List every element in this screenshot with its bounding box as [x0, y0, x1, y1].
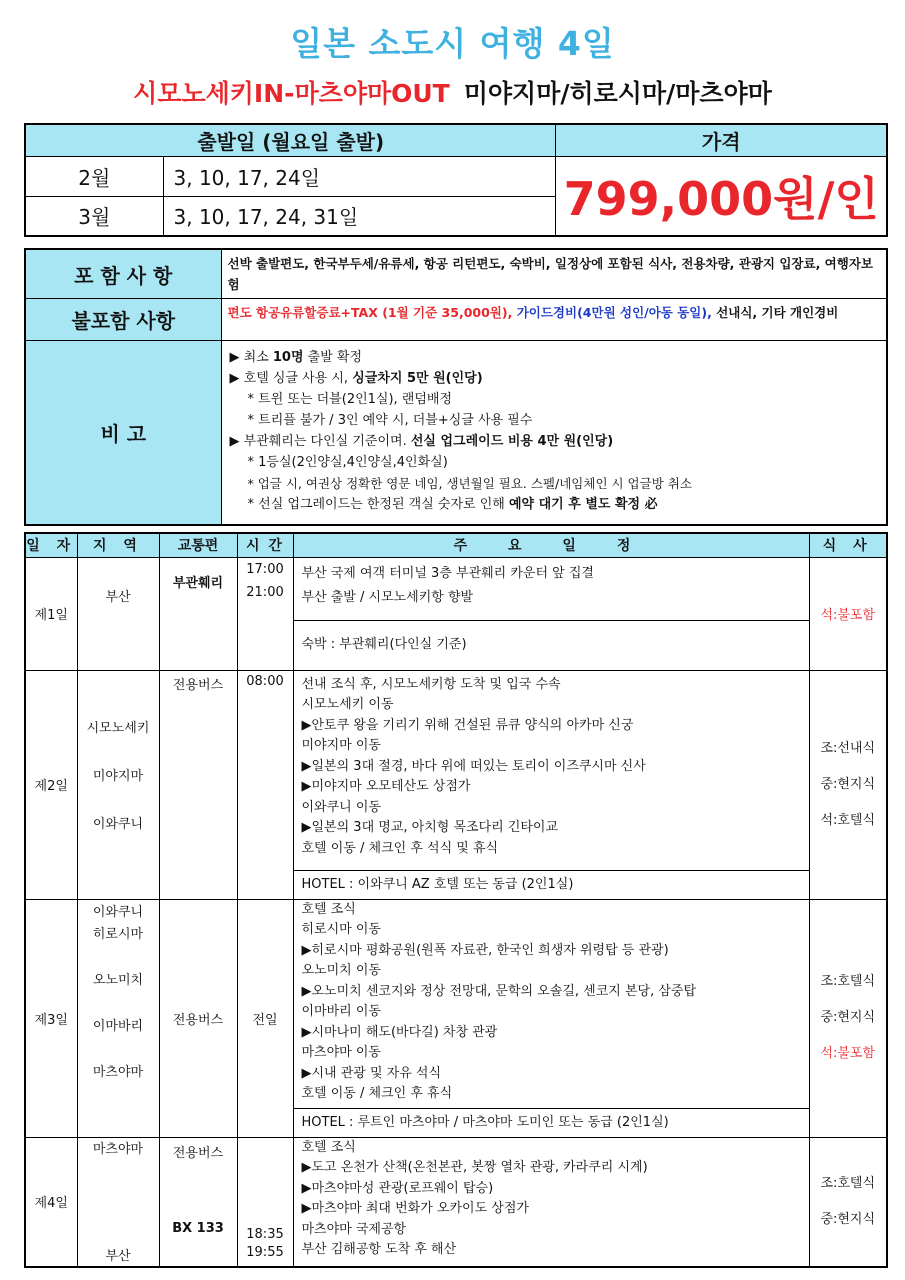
- note-item: ▶ 최소 10명 출발 확정: [229, 350, 363, 365]
- day-times: 17:00 21:00: [237, 557, 293, 670]
- day-transport: 전용버스 BX 133: [159, 1137, 237, 1267]
- day-transport: 전용버스: [159, 670, 237, 899]
- day-meals: 조:호텔식 중:현지식 석:불포함: [809, 899, 887, 1137]
- day-region: 시모노세키 미야지마 이와쿠니: [77, 670, 159, 899]
- day-schedule: 호텔 조식 히로시마 이동 ▶히로시마 평화공원(원폭 자료관, 한국인 희생자 위령탑 등 관광) 오노미치 이동 ▶오노미치 센코지와 정상 전망대, 문학의 오솔길, 센코지 본당, 삼중탑 이마바리 이동 ▶시마나미 해도(바다길) 차창 관광 마츠야마 이동 ▶시내 관광 및 자유 석식 호텔 이동 / 체크인 후 휴식 HOTEL : 루트인 마츠야마 / 마츠야마 도미인 또는 동급 (2인1실): [293, 899, 809, 1137]
- departure-month: 3월: [25, 196, 163, 236]
- departure-header: 출발일 (월요일 출발): [25, 124, 556, 156]
- itinerary-day-row: [25, 670, 887, 899]
- day-region: 이와쿠니 히로시마 오노미치 이마바리 마츠야마: [77, 899, 159, 1137]
- col-header-schedule: 주 요 일 정: [293, 533, 809, 557]
- page-title: 일본 소도시 여행 4일: [290, 24, 615, 63]
- day-transport: 전용버스: [159, 899, 237, 1137]
- note-item: ▶ 호텔 싱글 사용 시, 싱글차지 5만 원(인당): [229, 371, 483, 386]
- included-label: 포 함 사 항: [25, 249, 221, 299]
- col-header-time: 시 간: [237, 533, 293, 557]
- day-schedule: 선내 조식 후, 시모노세키항 도착 및 입국 수속 시모노세키 이동 ▶안토쿠 왕을 기리기 위해 건설된 류큐 양식의 아카마 신궁 미야지마 이동 ▶일본의 3대 절경, 바다 위에 떠있는 토리이 이즈쿠시마 신사 ▶미야지마 오모테산도 상점가 이와쿠니 이동 ▶일본의 3대 명교, 아치형 목조다리 긴타이교 호텔 이동 / 체크인 후 석식 및 휴식 HOTEL : 이와쿠니 AZ 호텔 또는 동급 (2인1실): [293, 670, 809, 899]
- day-label: 제3일: [25, 899, 77, 1137]
- price-header: 가격: [556, 124, 887, 156]
- departure-price-table: [24, 123, 888, 237]
- day-schedule: 부산 국제 여객 터미널 3층 부관훼리 카운터 앞 집결 부산 출발 / 시모노세키항 향발 숙박 : 부관훼리(다인실 기준): [293, 557, 809, 670]
- flight-number: BX 133: [172, 1220, 224, 1236]
- included-text: 선박 출발편도, 한국부두세/유류세, 항공 리턴편도, 숙박비, 일정상에 포함된 식사, 전용차량, 관광지 입장료, 여행자보험: [221, 249, 887, 299]
- notes-label: 비 고: [25, 341, 221, 525]
- subtitle-destinations: 미야지마/히로시마/마츠야마: [463, 79, 772, 108]
- note-item: * 트리플 불가 / 3인 예약 시, 더블+싱글 사용 필수: [247, 413, 533, 428]
- itinerary-header-row: [25, 533, 887, 557]
- day-accommodation: HOTEL : 이와쿠니 AZ 호텔 또는 동급 (2인1실): [294, 870, 809, 899]
- info-table: [24, 248, 888, 526]
- itinerary-day-row: [25, 1137, 887, 1267]
- price-value: 799,000원/인: [556, 156, 887, 236]
- subtitle-route: 시모노세키IN-마츠야마OUT: [133, 79, 450, 108]
- day-times: 전일: [237, 899, 293, 1137]
- note-item: * 선실 업그레이드는 한정된 객실 숫자로 인해 예약 대기 후 별도 확정 必: [247, 497, 658, 512]
- day-label: 제2일: [25, 670, 77, 899]
- day-meals: 석:불포함: [809, 557, 887, 670]
- excluded-other: 선내식, 기타 개인경비: [716, 305, 839, 320]
- excluded-airfare: 편도 항공유류할증료+TAX (1월 기준 35,000원),: [227, 305, 513, 320]
- col-header-meal: 식 사: [809, 533, 887, 557]
- note-item: * 트윈 또는 더블(2인1실), 랜덤배정: [247, 392, 453, 407]
- day-region: 부산: [77, 557, 159, 670]
- day-transport: 부관훼리: [159, 557, 237, 670]
- day-accommodation: HOTEL : 루트인 마츠야마 / 마츠야마 도미인 또는 동급 (2인1실): [294, 1108, 809, 1137]
- note-item: * 1등실(2인양실,4인양실,4인화실): [247, 455, 448, 470]
- itinerary-day-row: [25, 899, 887, 1137]
- day-label: 제4일: [25, 1137, 77, 1267]
- day-meals: 조:호텔식 중:현지식: [809, 1137, 887, 1267]
- excluded-label: 불포함 사항: [25, 299, 221, 341]
- day-meals: 조:선내식 중:현지식 석:호텔식: [809, 670, 887, 899]
- col-header-day: 일 자: [25, 533, 77, 557]
- note-item: ▶ 부관훼리는 다인실 기준이며. 선실 업그레이드 비용 4만 원(인당): [229, 434, 614, 449]
- day-accommodation: 숙박 : 부관훼리(다인실 기준): [294, 620, 809, 670]
- col-header-region: 지 역: [77, 533, 159, 557]
- day-label: 제1일: [25, 557, 77, 670]
- departure-dates: 3, 10, 17, 24일: [163, 156, 556, 196]
- page-subtitle: [0, 74, 905, 110]
- departure-dates: 3, 10, 17, 24, 31일: [163, 196, 556, 236]
- day-times: 18:35 19:55: [237, 1137, 293, 1267]
- excluded-guide-fee: 가이드경비(4만원 성인/아동 동일),: [516, 305, 712, 320]
- day-times: 08:00: [237, 670, 293, 899]
- departure-month: 2월: [25, 156, 163, 196]
- notes-list: [221, 341, 887, 525]
- itinerary-table: [24, 532, 888, 1268]
- note-item: * 업글 시, 여권상 정확한 영문 네임, 생년월일 필요. 스펠/네임체인 시 업글방 취소: [247, 476, 692, 491]
- excluded-text: [221, 299, 887, 341]
- day-schedule: 호텔 조식 ▶도고 온천가 산책(온천본관, 봇짱 열차 관광, 카라쿠리 시계) ▶마츠야마성 관광(로프웨이 탑승) ▶마츠야마 최대 번화가 오카이도 상점가 마츠야마 국제공항 부산 김해공항 도착 후 해산: [293, 1137, 809, 1267]
- day-region: 마츠야마 부산: [77, 1137, 159, 1267]
- itinerary-day-row: [25, 557, 887, 670]
- col-header-transport: 교통편: [159, 533, 237, 557]
